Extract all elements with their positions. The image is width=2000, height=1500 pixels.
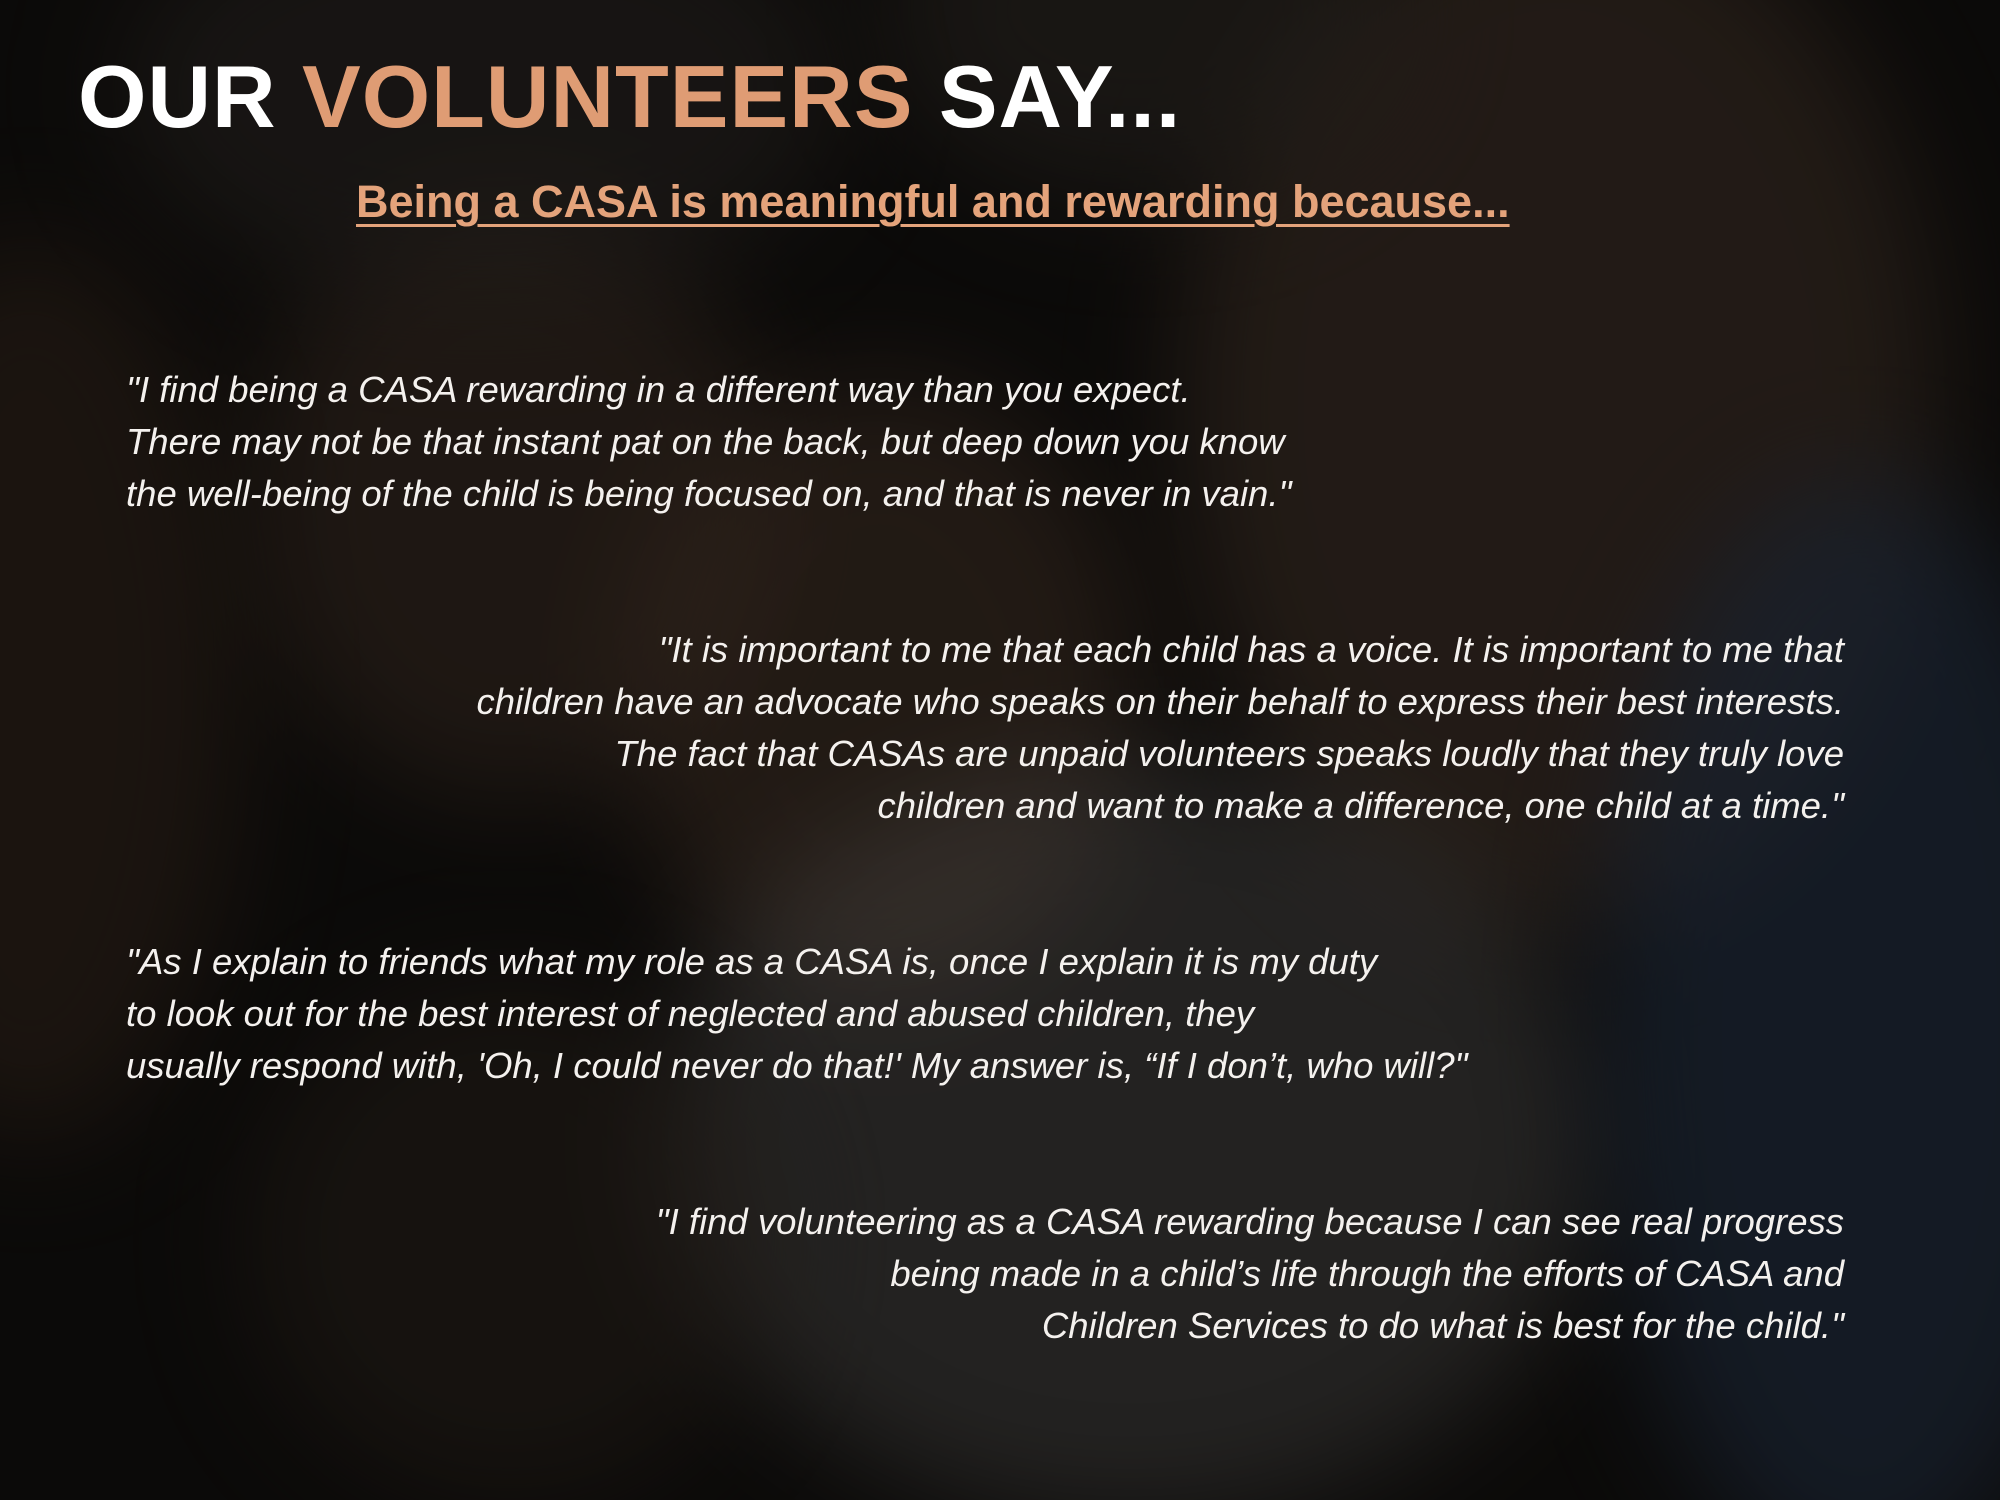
quote-line: The fact that CASAs are unpaid volunteers speaks loudly that they truly love (614, 733, 1844, 774)
quote-line: usually respond with, 'Oh, I could never do that!' My answer is, “If I don’t, who will?" (126, 1045, 1468, 1086)
quote-line: "It is important to me that each child has a voice. It is important to me that (658, 629, 1844, 670)
quote-line: Children Services to do what is best for the child." (1041, 1305, 1844, 1346)
title-part-2: SAY... (913, 47, 1182, 146)
quote-line: the well-being of the child is being focused on, and that is never in vain." (126, 473, 1292, 514)
quote-1 (126, 364, 1291, 520)
quote-line: "I find being a CASA rewarding in a different way than you expect. (126, 369, 1191, 410)
title-accent: VOLUNTEERS (302, 47, 914, 146)
quote-2 (476, 624, 1844, 832)
quote-line: There may not be that instant pat on the back, but deep down you know (126, 421, 1285, 462)
subtitle: Being a CASA is meaningful and rewarding because... (356, 176, 1510, 227)
page-title (78, 46, 1181, 147)
quote-line: to look out for the best interest of neglected and abused children, they (126, 993, 1255, 1034)
quote-line: "As I explain to friends what my role as a CASA is, once I explain it is my duty (126, 941, 1378, 982)
quote-line: children have an advocate who speaks on their behalf to express their best interests. (476, 681, 1844, 722)
quote-line: being made in a child’s life through the efforts of CASA and (890, 1253, 1844, 1294)
title-part-1: OUR (78, 47, 302, 146)
quote-line: "I find volunteering as a CASA rewarding because I can see real progress (655, 1201, 1844, 1242)
quote-line: children and want to make a difference, one child at a time." (877, 785, 1844, 826)
quote-3 (126, 936, 1468, 1092)
quote-4 (656, 1196, 1844, 1352)
